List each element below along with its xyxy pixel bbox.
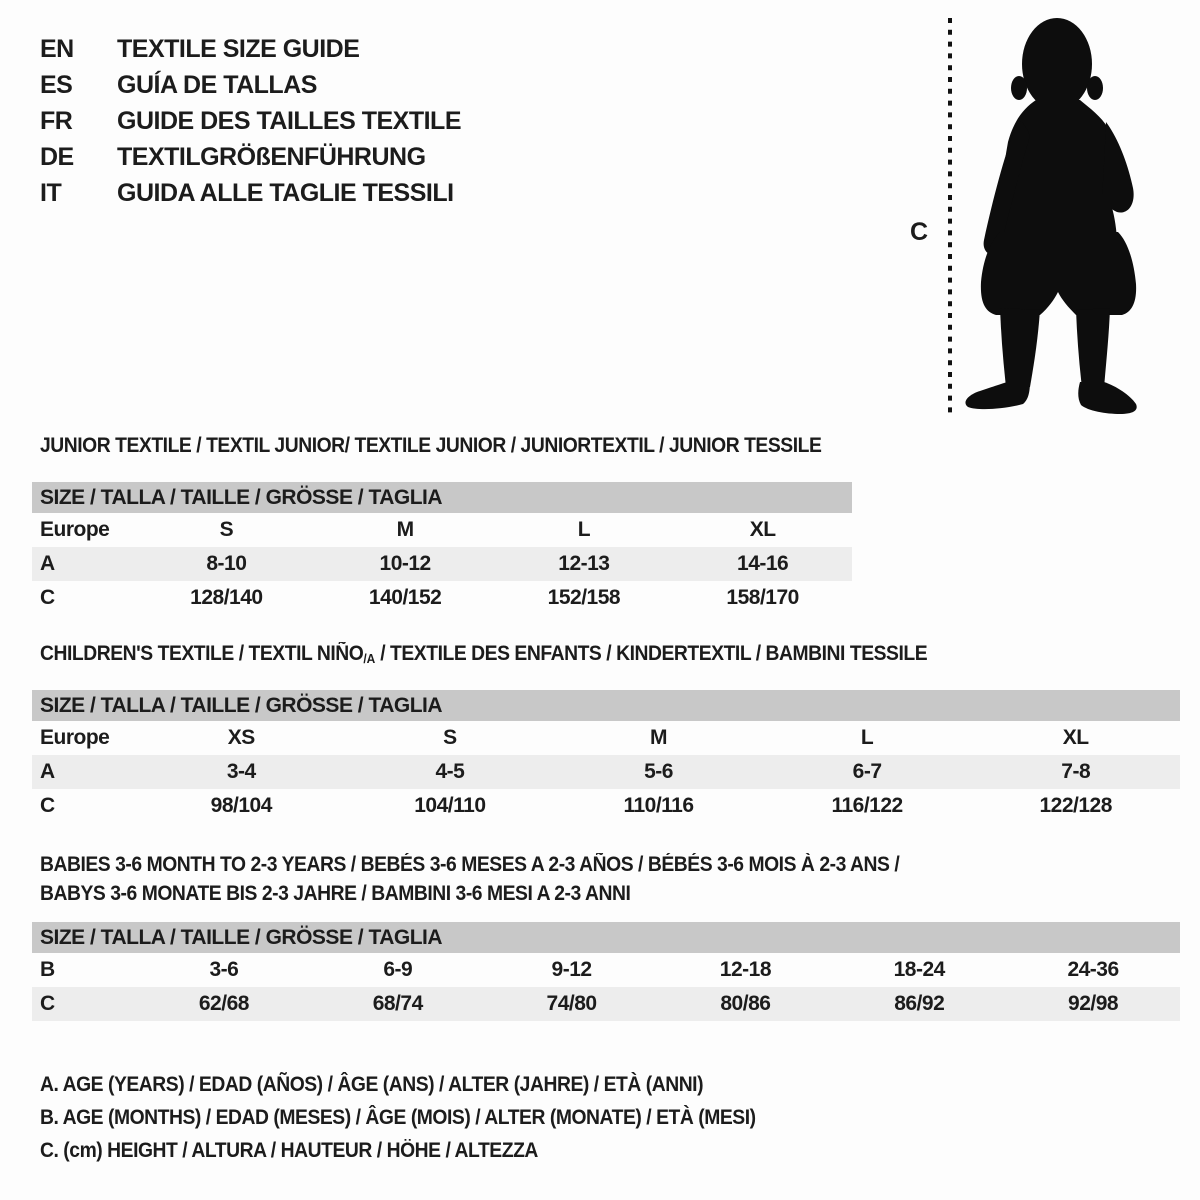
table-row-age — [32, 755, 1180, 789]
age-cell: 14-16 — [737, 552, 789, 575]
size-cell: L — [860, 726, 874, 749]
months-cell: 9-12 — [551, 958, 592, 981]
dashed-measure-line-icon — [946, 18, 954, 418]
row-label: A — [40, 552, 55, 575]
size-cell: S — [443, 726, 457, 749]
height-cell: 98/104 — [210, 794, 272, 817]
size-header-band: SIZE / TALLA / TAILLE / GRÖSSE / TAGLIA — [32, 482, 852, 513]
language-row-es — [40, 67, 461, 103]
row-label: B — [40, 958, 55, 981]
months-cell: 12-18 — [719, 958, 772, 981]
babies-title-line1: BABIES 3-6 MONTH TO 2-3 YEARS / BEBÉS 3-6 MESES A 2-3 AÑOS / BÉBÉS 3-6 MOIS À 2-3 ANS / — [40, 853, 900, 876]
size-header-band: SIZE / TALLA / TAILLE / GRÖSSE / TAGLIA — [32, 690, 1180, 721]
language-title: GUÍA DE TALLAS — [117, 70, 317, 99]
months-cell: 18-24 — [893, 958, 945, 981]
size-cell: L — [577, 518, 591, 541]
height-cell: 104/110 — [414, 794, 486, 817]
table-row-height — [32, 581, 852, 615]
age-cell: 10-12 — [379, 552, 431, 575]
junior-section-title: JUNIOR TEXTILE / TEXTIL JUNIOR/ TEXTILE JUNIOR / JUNIORTEXTIL / JUNIOR TESSILE — [40, 434, 822, 457]
months-cell: 3-6 — [209, 958, 239, 981]
children-size-table — [32, 690, 1180, 823]
size-header-band: SIZE / TALLA / TAILLE / GRÖSSE / TAGLIA — [32, 922, 1180, 953]
size-cell: S — [219, 518, 234, 541]
size-cell: XL — [749, 518, 776, 541]
size-cell: XS — [227, 726, 255, 749]
height-cell: 110/116 — [623, 794, 694, 817]
legend-line-c: C. (cm) HEIGHT / ALTURA / HAUTEUR / HÖHE / ALTEZZA — [40, 1139, 538, 1162]
children-title-sub: /A — [363, 651, 376, 666]
language-title: GUIDE DES TAILLES TEXTILE — [117, 106, 462, 135]
babies-section-title — [40, 850, 899, 908]
height-cell: 86/92 — [894, 992, 945, 1015]
legend — [40, 1068, 818, 1167]
age-cell: 6-7 — [852, 760, 882, 783]
table-row-months — [32, 953, 1180, 987]
language-title: GUIDA ALLE TAGLIE TESSILI — [117, 178, 454, 207]
language-code: ES — [40, 70, 73, 99]
children-section-title — [40, 642, 927, 671]
language-code: FR — [40, 106, 73, 135]
language-code: IT — [40, 178, 62, 207]
row-label: Europe — [40, 726, 110, 749]
table-row-height — [32, 789, 1180, 823]
height-cell: 68/74 — [372, 992, 423, 1015]
height-cell: 80/86 — [720, 992, 771, 1015]
language-row-it — [40, 175, 461, 211]
height-cell: 122/128 — [1039, 794, 1112, 817]
age-cell: 4-5 — [435, 760, 465, 783]
height-cell: 158/170 — [726, 586, 799, 609]
language-title: TEXTILE SIZE GUIDE — [117, 34, 360, 63]
language-row-de — [40, 139, 461, 175]
table-row-age — [32, 547, 852, 581]
height-cell: 74/80 — [546, 992, 597, 1015]
row-label: C — [40, 794, 55, 817]
height-cell: 152/158 — [547, 586, 621, 609]
months-cell: 24-36 — [1067, 958, 1119, 981]
table-row-europe — [32, 721, 1180, 755]
height-measure-label: C — [910, 218, 928, 246]
junior-size-table — [32, 482, 852, 615]
height-cell: 140/152 — [368, 586, 442, 609]
language-list — [40, 31, 461, 211]
age-cell: 5-6 — [644, 760, 673, 783]
row-label: Europe — [40, 518, 110, 541]
row-label: C — [40, 586, 55, 609]
age-cell: 12-13 — [558, 552, 610, 575]
size-cell: M — [649, 726, 667, 749]
language-title: TEXTILGRÖßENFÜHRUNG — [117, 142, 426, 171]
row-label: C — [40, 992, 55, 1015]
age-cell: 7-8 — [1061, 760, 1091, 783]
months-cell: 6-9 — [383, 958, 413, 981]
height-cell: 116/122 — [831, 794, 903, 817]
height-cell: 92/98 — [1068, 992, 1119, 1015]
language-code: DE — [40, 142, 74, 171]
children-title-suffix: / TEXTILE DES ENFANTS / KINDERTEXTIL / BAMBINI TESSILE — [375, 642, 928, 665]
toddler-silhouette-icon — [960, 14, 1142, 418]
language-row-en — [40, 31, 461, 67]
size-cell: XL — [1062, 726, 1089, 749]
height-cell: 128/140 — [190, 586, 263, 609]
babies-size-table — [32, 922, 1180, 1021]
table-row-europe — [32, 513, 852, 547]
language-row-fr — [40, 103, 461, 139]
table-row-height — [32, 987, 1180, 1021]
legend-line-b: B. AGE (MONTHS) / EDAD (MESES) / ÂGE (MOIS) / ALTER (MONATE) / ETÀ (MESI) — [40, 1106, 756, 1129]
age-cell: 8-10 — [206, 552, 247, 575]
legend-line-a: A. AGE (YEARS) / EDAD (AÑOS) / ÂGE (ANS) / ALTER (JAHRE) / ETÀ (ANNI) — [40, 1073, 704, 1096]
height-cell: 62/68 — [198, 992, 249, 1015]
age-cell: 3-4 — [226, 760, 256, 783]
children-title-prefix: CHILDREN'S TEXTILE / TEXTIL NIÑO — [40, 642, 364, 665]
size-cell: M — [396, 518, 414, 541]
row-label: A — [40, 760, 55, 783]
babies-title-line2: BABYS 3-6 MONATE BIS 2-3 JAHRE / BAMBINI 3-6 MESI A 2-3 ANNI — [40, 882, 631, 905]
language-code: EN — [40, 34, 74, 63]
